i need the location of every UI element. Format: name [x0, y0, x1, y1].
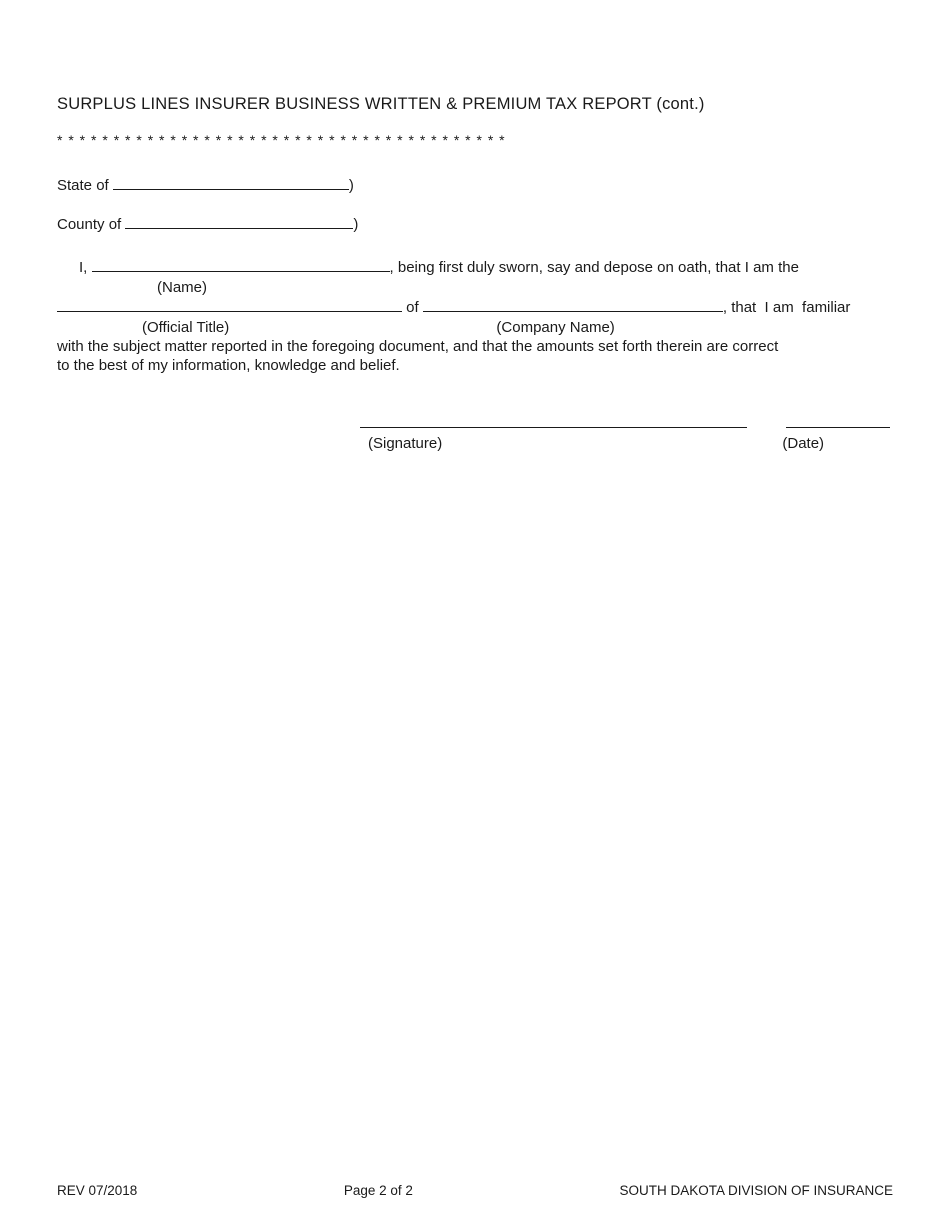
state-of-blank[interactable] — [113, 175, 349, 190]
county-close-paren: ) — [353, 216, 359, 233]
footer-page-number: Page 2 of 2 — [343, 1183, 413, 1198]
company-name-caption: (Company Name) — [496, 319, 615, 336]
asterisk-divider: * * * * * * * * * * * * * * * * * * * * * * * * * * * * * * * * * * * * * * * * — [57, 132, 506, 148]
affidavit-line-1 — [57, 257, 910, 277]
page-footer — [57, 1183, 893, 1198]
footer-revision: REV 07/2018 — [57, 1183, 138, 1198]
name-caption: (Name) — [157, 279, 208, 296]
signature-date-lines — [57, 413, 910, 432]
name-caption-row — [57, 278, 910, 297]
signature-blank[interactable] — [360, 413, 747, 428]
signature-caption: (Signature) — [368, 435, 443, 452]
of-label: of — [406, 299, 419, 316]
affidavit-line-2 — [57, 297, 910, 317]
company-name-blank[interactable] — [423, 297, 723, 312]
state-of-label: State of — [57, 177, 109, 194]
name-blank[interactable] — [92, 257, 390, 272]
county-of-label: County of — [57, 216, 122, 233]
page-title: SURPLUS LINES INSURER BUSINESS WRITTEN & PREMIUM TAX REPORT (cont.) — [57, 95, 705, 113]
official-title-blank[interactable] — [57, 297, 402, 312]
county-of-blank[interactable] — [125, 214, 353, 229]
signature-date-captions — [57, 435, 910, 452]
county-of-line — [57, 214, 910, 234]
affidavit-body-line-1: with the subject matter reported in the foregoing document, and that the amounts set forth therein are correct — [57, 338, 779, 355]
date-caption: (Date) — [782, 435, 825, 452]
after-name-text: , being first duly sworn, say and depose on oath, that I am the — [389, 259, 799, 276]
official-title-caption: (Official Title) — [142, 319, 230, 336]
date-blank[interactable] — [786, 413, 890, 428]
state-of-line — [57, 175, 910, 195]
footer-organization: SOUTH DAKOTA DIVISION OF INSURANCE — [619, 1183, 893, 1198]
affidavit-body-line-2: to the best of my information, knowledge and belief. — [57, 357, 400, 374]
after-company-text: , that I am familiar — [722, 299, 851, 316]
state-close-paren: ) — [348, 177, 354, 194]
affidavit-i-label: I, — [79, 259, 88, 276]
title-company-caption-row — [57, 318, 910, 337]
